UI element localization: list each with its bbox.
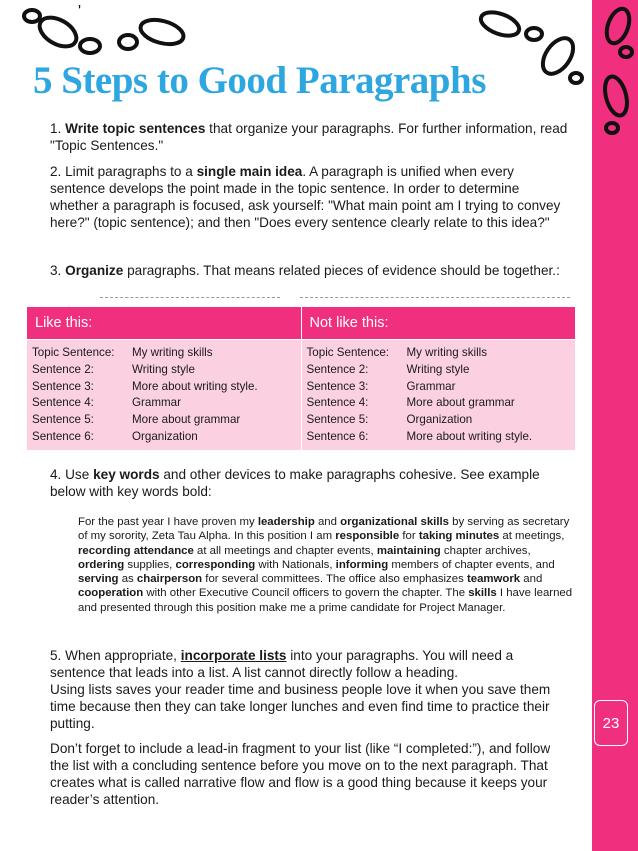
closing-paragraph: Don’t forget to include a lead-in fragment to your list (like “I completed:”), and follow the list with a concluding sentence before you move on to the next paragraph. That creates what is called narrative flow and flow is a good thing because it keeps your reader’s attention. (50, 741, 551, 807)
step-1-paragraph: 1. Write topic sentences that organize your paragraphs. For further information, read "Topic Sentences." (50, 121, 568, 153)
key-word: cooperation (78, 587, 144, 600)
key-word: responsible (335, 530, 400, 543)
sentence-label: Sentence 3: (306, 379, 369, 393)
key-word: teamwork (466, 573, 521, 586)
key-word: taking minutes (418, 530, 500, 543)
sentence-value: More about grammar (406, 396, 515, 410)
example-text: at all meetings and chapter events, (193, 544, 377, 557)
key-word: recording attendance (78, 544, 194, 557)
footprint-icon (528, 28, 588, 88)
example-text: chapter archives, (440, 544, 531, 557)
sentence-value: My writing skills (132, 346, 213, 359)
sentence-label: Sentence 6: (32, 429, 94, 443)
example-text: I have learned and presented through this position make me a prime candidate for Project Manager. (78, 587, 573, 614)
example-text: For the past year I have proven my (78, 516, 258, 528)
sentence-label: Sentence 5: (32, 413, 94, 427)
example-text: for (399, 530, 419, 543)
sentence-label: Sentence 3: (32, 379, 94, 393)
sentence-value: More about grammar (132, 413, 241, 427)
footprint-icon (20, 2, 110, 62)
key-word: skills (468, 587, 497, 600)
sentence-value: Grammar (406, 379, 456, 393)
sentence-value: Grammar (132, 396, 181, 410)
example-text: by serving as secretary of my sorority, Zeta Tau Alpha. In this position I am (78, 516, 570, 543)
comparison-table (26, 306, 576, 451)
sentence-value: My writing skills (406, 346, 488, 359)
sentence-label: Sentence 4: (306, 396, 369, 410)
key-word: informing (335, 558, 389, 571)
footprint-icon (596, 0, 638, 60)
example-text: supplies, (124, 558, 176, 571)
sentence-value: More about writing style. (132, 379, 258, 393)
sentence-label: Sentence 6: (306, 429, 369, 443)
step-4-paragraph: 4. Use key words and other devices to make paragraphs cohesive. See example below with key words bold: (50, 467, 540, 499)
example-text: members of chapter events, and (388, 558, 555, 571)
example-text: for several committees. The office also emphasizes (202, 573, 467, 586)
divider (300, 297, 570, 298)
key-word: leadership (257, 516, 315, 528)
key-word: ordering (78, 558, 125, 571)
example-text: as (118, 573, 137, 586)
example-text: with Nationals, (255, 558, 336, 571)
sentence-label: Topic Sentence: (32, 346, 115, 359)
sentence-value: Writing style (132, 362, 195, 376)
divider (100, 297, 280, 298)
like-this-cell (27, 340, 302, 451)
not-like-this-cell (301, 340, 576, 451)
sentence-label: Sentence 5: (306, 413, 369, 427)
sentence-value: Organization (132, 429, 198, 443)
sentence-label: Topic Sentence: (306, 346, 389, 359)
sentence-label: Sentence 4: (32, 396, 94, 410)
not-like-this-header: Not like this: (301, 307, 576, 340)
example-paragraph (78, 515, 578, 615)
sentence-label: Sentence 2: (306, 362, 369, 376)
sentence-value: More about writing style. (406, 429, 533, 443)
key-word: organizational skills (340, 516, 450, 528)
key-word: corresponding (175, 558, 256, 571)
step-2-paragraph: 2. Limit paragraphs to a single main idea. A paragraph is unified when every sentence develops the point made in the topic sentence. In order to determine whether a paragraph is focused, ask yourself: "What main point am I trying to convey here?" (topic sentence); and then "Does every sentence clearly relate to this idea?" (50, 164, 561, 230)
page-title: 5 Steps to Good Paragraphs (33, 59, 486, 102)
example-text: and (314, 516, 341, 528)
footprint-icon (596, 60, 638, 140)
sentence-value: Organization (406, 413, 473, 427)
step-3-paragraph: 3. Organize paragraphs. That means related pieces of evidence should be together.: (50, 263, 560, 278)
key-word: maintaining (376, 544, 441, 557)
example-text: and (520, 573, 543, 586)
step-5-paragraph: 5. When appropriate, incorporate lists into your paragraphs. You will need a sentence that leads into a list. A list cannot directly follow a heading. Using lists saves your reader time and business people love it when you save them time because then they can take longer lunches and even find time to practice their putting. (50, 648, 551, 731)
example-text: at meetings, (499, 530, 565, 543)
example-text: with other Executive Council officers to govern the chapter. The (143, 587, 469, 600)
key-word: chairperson (136, 573, 203, 586)
like-this-header: Like this: (27, 307, 302, 340)
sentence-value: Writing style (406, 362, 470, 376)
sentence-label: Sentence 2: (32, 362, 94, 376)
key-word: serving (78, 573, 119, 586)
svg-text:': ' (78, 3, 82, 20)
page-number: 23 (594, 700, 628, 746)
